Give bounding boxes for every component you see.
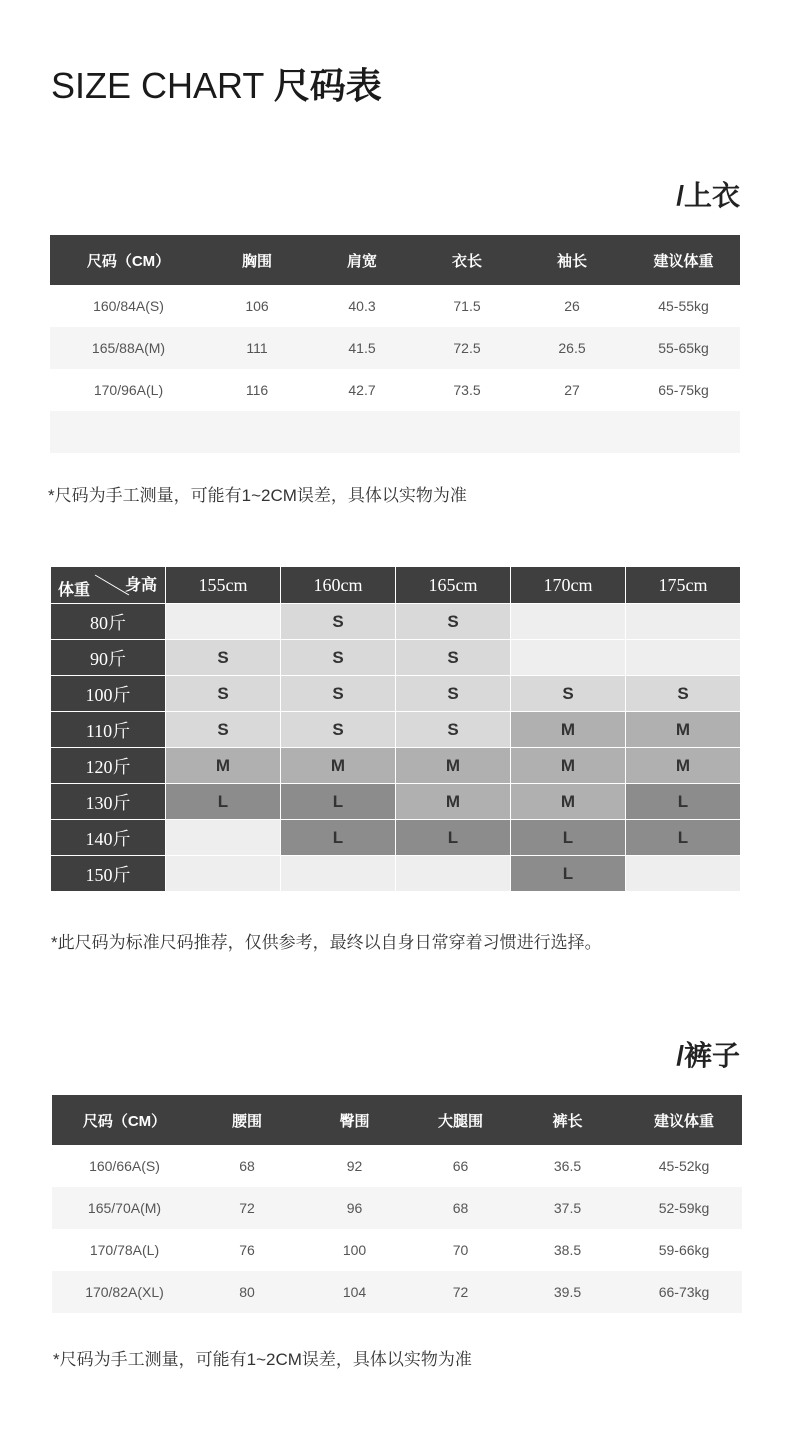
table-cell: 106 (245, 298, 269, 314)
size-cell: M (626, 748, 741, 784)
table-cell: 73.5 (453, 382, 481, 398)
table-cell: 36.5 (553, 1158, 582, 1174)
table-row (52, 1145, 742, 1187)
size-cell (626, 604, 741, 640)
size-cell: M (511, 712, 626, 748)
table-cell: 41.5 (307, 327, 417, 369)
table-cell: 160/84A(S) (93, 298, 164, 314)
size-cell: M (511, 748, 626, 784)
size-cell: S (626, 676, 741, 712)
height-column-header: 175cm (626, 567, 741, 604)
table-cell: 72 (412, 1271, 509, 1313)
table-row (52, 1187, 742, 1229)
weight-row (51, 820, 741, 856)
table-cell: 165/88A(M) (50, 327, 207, 369)
size-cell (626, 856, 741, 892)
size-cell: S (281, 712, 396, 748)
table-row (50, 327, 740, 369)
column-header: 胸围 (207, 235, 307, 285)
table-cell: 27 (564, 382, 580, 398)
table-cell: 45-52kg (658, 1158, 710, 1174)
weight-row (51, 784, 741, 820)
table-row (50, 285, 740, 327)
size-cell: L (626, 820, 741, 856)
size-cell: S (281, 604, 396, 640)
table-cell: 170/96A(L) (93, 382, 164, 398)
weight-row (51, 604, 741, 640)
column-header: 袖长 (517, 235, 627, 285)
weight-row (51, 712, 741, 748)
size-cell: M (396, 784, 511, 820)
column-header: 衣长 (417, 235, 517, 285)
column-header: 臀围 (297, 1095, 412, 1145)
column-header: 尺码（CM） (50, 235, 207, 285)
table-cell: 42.7 (348, 382, 376, 398)
table-cell: 165/70A(M) (52, 1187, 197, 1229)
size-cell: M (281, 748, 396, 784)
table-cell: 72 (197, 1187, 297, 1229)
weight-row-header: 150斤 (51, 856, 166, 892)
column-header: 大腿围 (412, 1095, 509, 1145)
table-cell: 70 (452, 1242, 469, 1258)
pants-size-table (52, 1095, 742, 1313)
size-cell: S (396, 604, 511, 640)
corner-weight-label: 体重 (58, 582, 91, 599)
table-cell: 45-55kg (658, 298, 709, 314)
column-header: 建议体重 (626, 1095, 742, 1145)
table-cell: 55-65kg (627, 327, 740, 369)
size-cell: S (281, 640, 396, 676)
size-cell (166, 604, 281, 640)
table-cell (307, 411, 417, 453)
table-row-empty (50, 411, 740, 453)
table-cell: 68 (239, 1158, 255, 1174)
weight-row (51, 856, 741, 892)
page-title (51, 58, 382, 109)
size-cell: S (166, 712, 281, 748)
table-cell: 100 (342, 1242, 367, 1258)
size-cell: L (281, 820, 396, 856)
table-cell: 111 (207, 327, 307, 369)
table-cell (417, 411, 517, 453)
table-cell: 26 (564, 298, 580, 314)
size-cell: S (396, 712, 511, 748)
table-cell (50, 411, 207, 453)
table-cell: 26.5 (517, 327, 627, 369)
table-cell: 39.5 (509, 1271, 626, 1313)
size-cell: L (166, 784, 281, 820)
size-cell (281, 856, 396, 892)
table-header-row (52, 1095, 742, 1145)
table-cell: 66-73kg (626, 1271, 742, 1313)
height-column-header: 165cm (396, 567, 511, 604)
weight-row-header: 90斤 (51, 640, 166, 676)
size-cell (166, 856, 281, 892)
table-cell: 92 (346, 1158, 363, 1174)
tops-section-label: /上衣 (676, 180, 740, 211)
column-header: 肩宽 (307, 235, 417, 285)
weight-row (51, 640, 741, 676)
table-cell: 76 (239, 1242, 255, 1258)
table-cell: 170/78A(L) (89, 1242, 160, 1258)
size-cell (396, 856, 511, 892)
column-header: 建议体重 (627, 235, 740, 285)
table-cell: 66 (452, 1158, 469, 1174)
weight-row (51, 676, 741, 712)
table-cell: 65-75kg (658, 382, 709, 398)
table-cell: 38.5 (553, 1242, 582, 1258)
height-column-header: 160cm (281, 567, 396, 604)
weight-row (51, 748, 741, 784)
table-cell: 68 (412, 1187, 509, 1229)
title-cn: 尺码表 (273, 65, 382, 106)
size-cell: S (396, 676, 511, 712)
size-cell: L (396, 820, 511, 856)
table-row (50, 369, 740, 411)
table-cell (517, 411, 627, 453)
table-cell: 80 (197, 1271, 297, 1313)
weight-row-header: 110斤 (51, 712, 166, 748)
size-cell: S (396, 640, 511, 676)
weight-row-header: 140斤 (51, 820, 166, 856)
size-cell: L (281, 784, 396, 820)
weight-row-header: 80斤 (51, 604, 166, 640)
size-cell (626, 640, 741, 676)
size-cell: L (626, 784, 741, 820)
weight-row-header: 100斤 (51, 676, 166, 712)
height-column-header: 155cm (166, 567, 281, 604)
size-cell: M (396, 748, 511, 784)
title-en: SIZE CHART (51, 65, 274, 106)
table-cell: 72.5 (417, 327, 517, 369)
table-cell: 40.3 (348, 298, 376, 314)
size-cell (166, 820, 281, 856)
table-cell: 52-59kg (626, 1187, 742, 1229)
table-row (52, 1271, 742, 1313)
weight-row-header: 130斤 (51, 784, 166, 820)
size-cell (511, 604, 626, 640)
table-cell: 96 (297, 1187, 412, 1229)
column-header: 裤长 (509, 1095, 626, 1145)
size-cell: S (166, 640, 281, 676)
pants-section-label: /裤子 (676, 1040, 740, 1071)
size-cell: M (626, 712, 741, 748)
column-header: 尺码（CM） (52, 1095, 197, 1145)
table-cell: 116 (245, 382, 269, 398)
table-row (52, 1229, 742, 1271)
corner-height-label: 身高 (124, 577, 157, 594)
height-column-header: 170cm (511, 567, 626, 604)
tops-size-table (50, 235, 740, 453)
table-cell: 71.5 (453, 298, 481, 314)
grid-corner-header (51, 567, 166, 604)
size-recommendation-grid (50, 566, 741, 892)
size-cell: S (511, 676, 626, 712)
recommend-note: *此尺码为标准尺码推荐，仅供参考，最终以自身日常穿着习惯进行选择。 (51, 933, 602, 952)
table-cell (207, 411, 307, 453)
table-header-row (50, 235, 740, 285)
size-cell (511, 640, 626, 676)
table-cell: 59-66kg (658, 1242, 710, 1258)
weight-row-header: 120斤 (51, 748, 166, 784)
size-cell: S (166, 676, 281, 712)
size-cell: M (166, 748, 281, 784)
table-cell: 37.5 (509, 1187, 626, 1229)
tops-measure-note: *尺码为手工测量，可能有1~2CM误差，具体以实物为准 (48, 486, 467, 505)
size-cell: L (511, 820, 626, 856)
size-cell: M (511, 784, 626, 820)
table-cell: 104 (297, 1271, 412, 1313)
table-cell: 170/82A(XL) (52, 1271, 197, 1313)
table-cell (627, 411, 740, 453)
size-cell: L (511, 856, 626, 892)
pants-measure-note: *尺码为手工测量，可能有1~2CM误差，具体以实物为准 (53, 1350, 472, 1369)
table-cell: 160/66A(S) (89, 1158, 160, 1174)
column-header: 腰围 (197, 1095, 297, 1145)
size-cell: S (281, 676, 396, 712)
